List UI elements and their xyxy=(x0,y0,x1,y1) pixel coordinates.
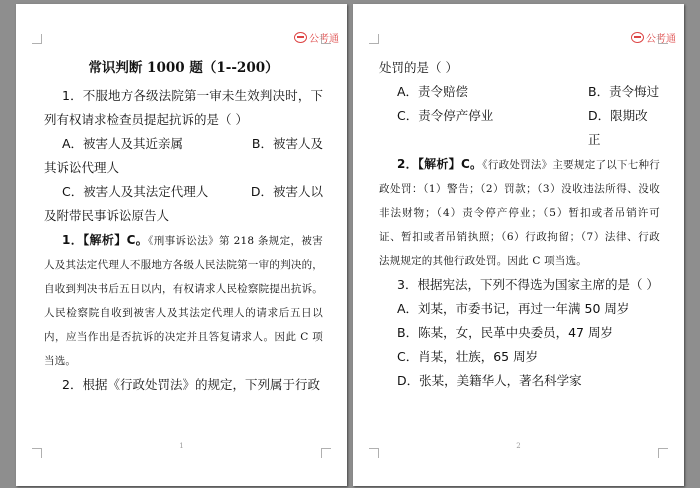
brand-name: 公考通 xyxy=(646,34,676,45)
brand-logo-icon xyxy=(294,32,307,43)
question-2-options-row-1 xyxy=(379,80,660,104)
question-3-option-a: A．刘某，市委书记，再过一年满 50 周岁 xyxy=(397,301,630,316)
brand-name: 公考通 xyxy=(309,34,339,45)
option-a: A．责令赔偿 xyxy=(397,84,469,99)
option-b-continuation: 其诉讼代理人 xyxy=(44,160,120,175)
page-number: 2 xyxy=(516,442,521,450)
document-page-1 xyxy=(16,4,347,486)
explanation-2-tag: 2．【解析】C。 xyxy=(397,157,483,171)
option-c: C．被害人及其法定代理人 xyxy=(62,184,209,199)
option-d: D．限期改正 xyxy=(588,108,648,147)
explanation-2 xyxy=(379,152,660,273)
brand-watermark xyxy=(294,30,339,45)
question-3-option-d: D．张某，美籍华人，著名科学家 xyxy=(397,373,582,388)
question-1-options-row-2 xyxy=(44,180,323,204)
brand-watermark xyxy=(631,30,676,45)
explanation-1 xyxy=(44,228,323,373)
page-content xyxy=(379,56,660,393)
option-d-continuation: 及附带民事诉讼原告人 xyxy=(44,208,170,223)
explanation-1-body: 《刑事诉讼法》第 218 条规定，被害人及其法定代理人不服地方各级人民法院第一审的判决的，自收到判决书后五日以内，有权请求人民检察院提出抗诉。人民检察院自收到被害人及其法定代理人的请求后五日以内，应当作出是否抗诉的决定并且答复请求人。因此 C 项当选。 xyxy=(44,235,323,367)
document-page-2 xyxy=(353,4,684,486)
question-2-options-row-2 xyxy=(379,104,660,152)
question-3-option-b: B．陈某，女，民革中央委员，47 周岁 xyxy=(397,325,613,340)
crop-mark xyxy=(369,34,379,44)
explanation-2-body: 《行政处罚法》主要规定了以下七种行政处罚：（1）警告；（2）罚款；（3）没收违法所得、没收非法财物；（4）责令停产停业；（5）暂扣或者吊销许可证、暂扣或者吊销执照；（6）行政拘留；（7）法律、行政法规规定的其他行政处罚。因此 C 项当选。 xyxy=(379,159,660,267)
brand-logo-icon xyxy=(631,32,644,43)
question-3-option-c: C．肖某，壮族，65 周岁 xyxy=(397,349,539,364)
page-number: 1 xyxy=(179,442,184,450)
option-c: C．责令停产停业 xyxy=(397,108,494,123)
option-d: D．被害人以 xyxy=(250,184,323,199)
question-2-stem: 2．根据《行政处罚法》的规定，下列属于行政 xyxy=(62,377,320,392)
question-1-options-row-1 xyxy=(44,132,323,156)
explanation-1-tag: 1．【解析】C。 xyxy=(62,233,149,247)
question-3-stem: 3．根据宪法，下列不得选为国家主席的是（ ） xyxy=(397,277,659,292)
option-a: A．被害人及其近亲属 xyxy=(62,136,184,151)
page-title: 常识判断 1000 题（1--200） xyxy=(88,60,279,76)
crop-mark xyxy=(32,34,42,44)
option-b: B．被害人及 xyxy=(251,136,323,151)
question-2-continuation: 处罚的是（ ） xyxy=(379,60,458,75)
question-1-stem: 1．不服地方各级法院第一审未生效判决时，下列有权请求检查员提起抗诉的是（ ） xyxy=(44,88,323,127)
option-b: B．责令悔过 xyxy=(588,84,660,99)
page-content xyxy=(44,44,323,397)
